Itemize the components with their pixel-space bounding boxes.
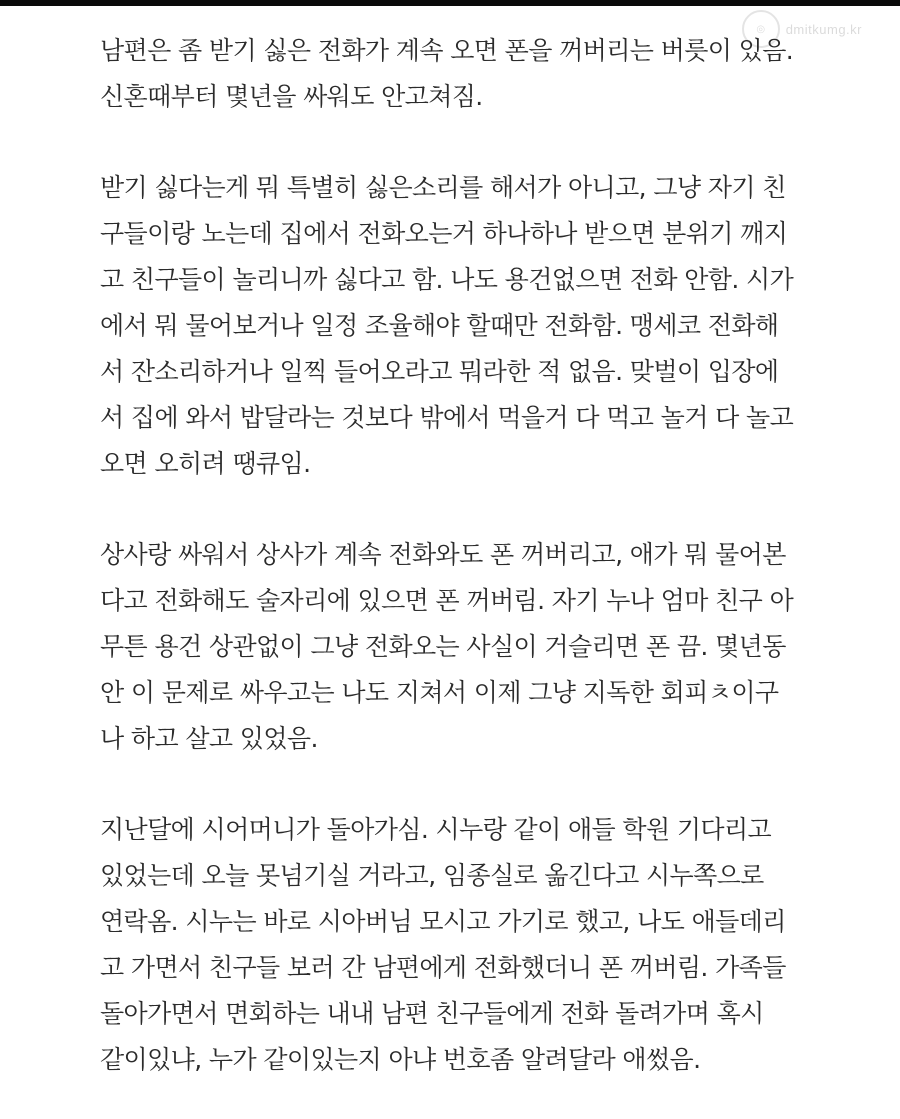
paragraph-3 — [100, 532, 820, 762]
watermark-logo-icon: ◎ — [742, 10, 780, 48]
text-line: 서 집에 와서 밥달라는 것보다 밖에서 먹을거 다 먹고 놀거 다 놀고 — [100, 403, 794, 432]
paragraph-spacer — [100, 120, 820, 165]
text-line: 고 가면서 친구들 보러 간 남편에게 전화했더니 폰 꺼버림. 가족들 — [100, 953, 786, 982]
text-line: 에서 뭐 물어보거나 일정 조율해야 할때만 전화함. 맹세코 전화해 — [100, 311, 779, 340]
text-line: 신혼때부터 몇년을 싸워도 안고쳐짐. — [100, 82, 483, 111]
text-line: 오면 오히려 땡큐임. — [100, 449, 311, 478]
text-line: 돌아가면서 면회하는 내내 남편 친구들에게 전화 돌려가며 혹시 — [100, 999, 764, 1028]
text-line: 안 이 문제로 싸우고는 나도 지쳐서 이제 그냥 지독한 회피ㅊ이구 — [100, 678, 779, 707]
paragraph-spacer — [100, 762, 820, 807]
text-line: 다고 전화해도 술자리에 있으면 폰 꺼버림. 자기 누나 엄마 친구 아 — [100, 586, 794, 615]
text-line: 구들이랑 노는데 집에서 전화오는거 하나하나 받으면 분위기 깨지 — [100, 219, 788, 248]
text-line: 무튼 용건 상관없이 그냥 전화오는 사실이 거슬리면 폰 끔. 몇년동 — [100, 632, 786, 661]
text-line: 있었는데 오늘 못넘기실 거라고, 임종실로 옮긴다고 시누쪽으로 — [100, 861, 764, 890]
text-line: 고 친구들이 놀리니까 싫다고 함. 나도 용건없으면 전화 안함. 시가 — [100, 265, 794, 294]
top-border-bar — [0, 0, 900, 6]
text-line: 같이있냐, 누가 같이있는지 아냐 번호좀 알려달라 애썼음. — [100, 1045, 701, 1074]
text-line: 상사랑 싸워서 상사가 계속 전화와도 폰 꺼버리고, 애가 뭐 물어본 — [100, 540, 786, 569]
watermark-text: dmitkumg.kr — [785, 21, 862, 37]
paragraph-1 — [100, 28, 820, 120]
text-line: 나 하고 살고 있었음. — [100, 724, 318, 753]
text-line: 연락옴. 시누는 바로 시아버님 모시고 가기로 했고, 나도 애들데리 — [100, 907, 786, 936]
paragraph-2 — [100, 165, 820, 487]
text-line: 받기 싫다는게 뭐 특별히 싫은소리를 해서가 아니고, 그냥 자기 친 — [100, 173, 786, 202]
text-line: 남편은 좀 받기 싫은 전화가 계속 오면 폰을 꺼버리는 버릇이 있음. — [100, 36, 794, 65]
paragraph-4 — [100, 807, 820, 1083]
text-line: 지난달에 시어머니가 돌아가심. 시누랑 같이 애들 학원 기다리고 — [100, 815, 772, 844]
post-body — [100, 28, 820, 1083]
paragraph-spacer — [100, 487, 820, 532]
text-line: 서 잔소리하거나 일찍 들어오라고 뭐라한 적 없음. 맞벌이 입장에 — [100, 357, 779, 386]
